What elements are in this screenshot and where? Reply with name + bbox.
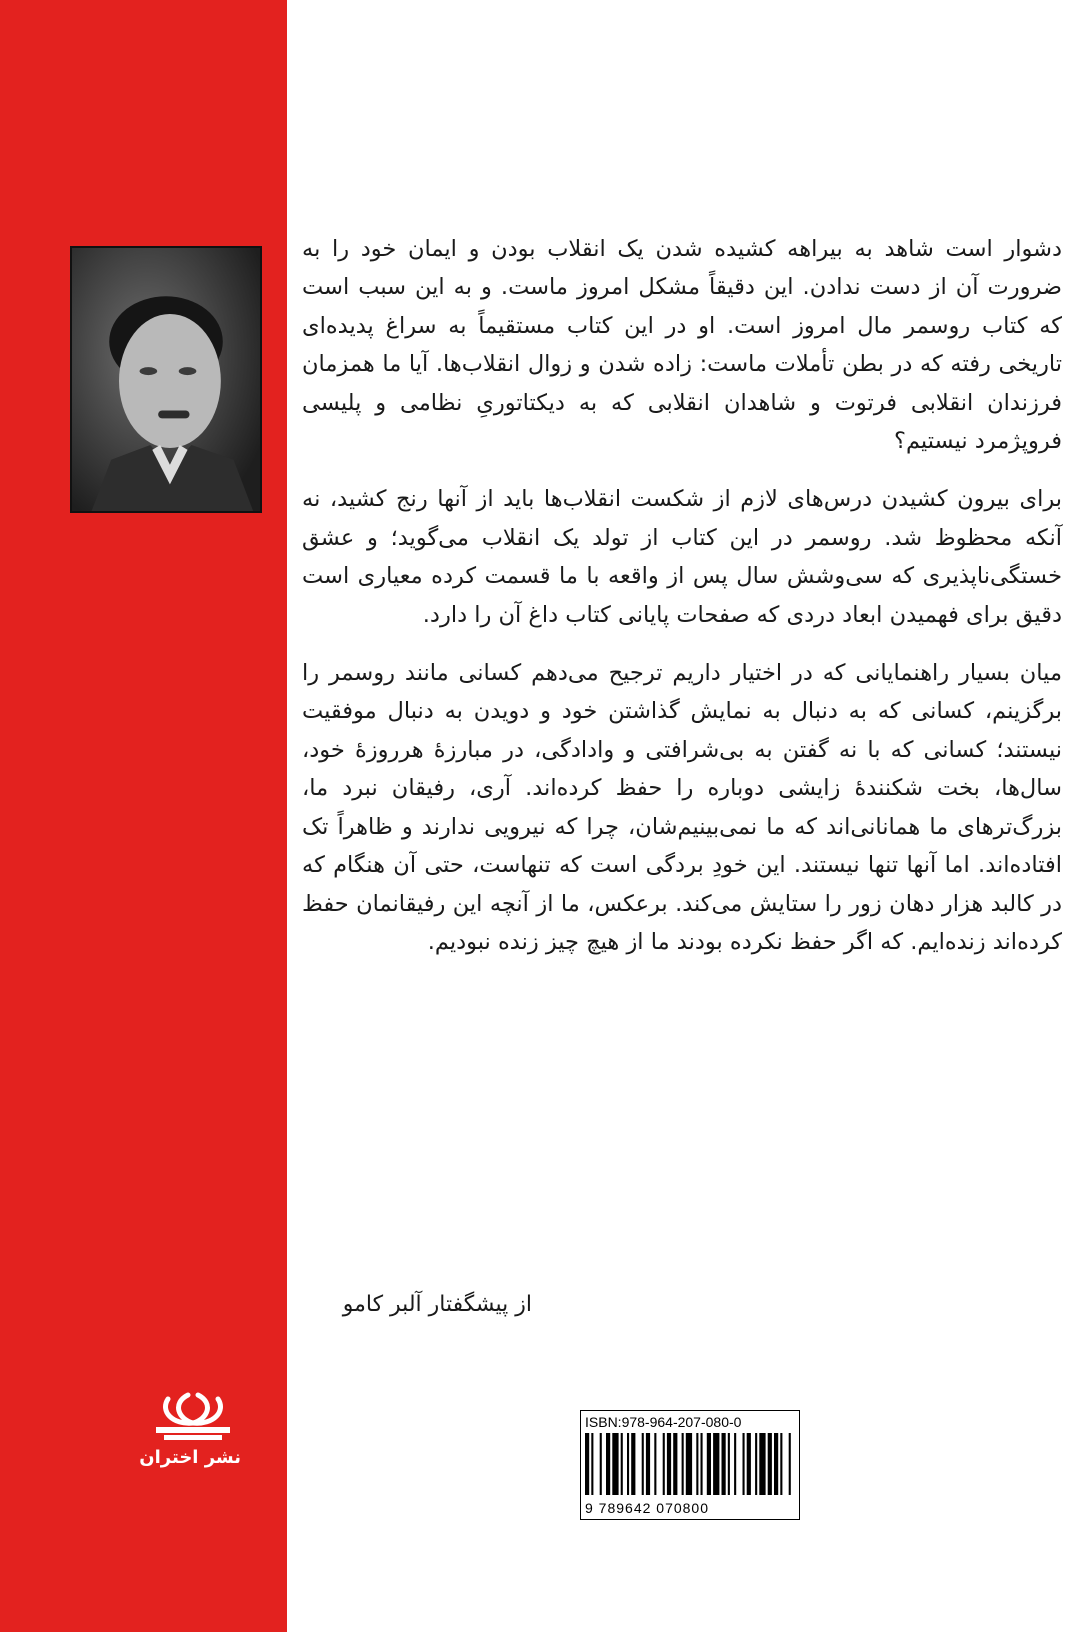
blurb-attribution: از پیشگفتار آلبر کامو <box>342 1292 532 1317</box>
barcode-bar <box>654 1433 656 1495</box>
barcode-bar <box>728 1433 730 1495</box>
barcode-bar <box>780 1433 782 1495</box>
barcode-bar <box>621 1433 623 1495</box>
barcode-bar <box>606 1433 610 1495</box>
barcode-bar <box>682 1433 684 1495</box>
barcode-bar <box>600 1433 602 1495</box>
barcode-bar <box>686 1433 692 1495</box>
barcode-bar <box>743 1433 745 1495</box>
barcode-digits: 9 789642 070800 <box>585 1500 709 1516</box>
blurb-paragraph-2: برای بیرون کشیدن درس‌های لازم از شکست انقلاب‌ها باید از آنها رنج کشید، نه آنکه محظوظ شد. روسمر در این کتاب از تولد یک انقلاب می‌گوید؛ و عشق خستگی‌ناپذیری که سی‌وشش سال پس از واقعه با ما قسمت کرده معیاری است دقیق برای فهمیدن ابعاد دردی که صفحات پایانی کتاب داغ آن را دارد. <box>302 486 1062 628</box>
barcode-bar <box>768 1433 772 1495</box>
barcode-bar <box>774 1433 778 1495</box>
publisher-name: نشر اختران <box>139 1447 241 1468</box>
barcode-bar <box>722 1433 726 1495</box>
blurb-paragraph-3: میان بسیار راهنمایانی که در اختیار داریم ترجیح می‌دهم کسانی مانند روسمر را برگزینم، کسانی که به دنبال به نمایش گذاشتن خود و دویدن به دنبال موفقیت نیستند؛ کسانی که با نه گفتن به بی‌شرافتی و وادادگی، در مبارزهٔ هرروزهٔ خود، سال‌ها، بخت شکنندهٔ زایشی دوباره را حفظ کرده‌اند. آری، رفیقان نبرد ما، بزرگ‌ترهای ما همانانی‌اند که ما نمی‌بینیم‌شان، چرا که نیرویی ندارند و ظاهراً تک افتاده‌اند. اما آنها تنها نیستند. این خودِ بردگی است که تنهاست، حتی آن هنگام که در کالبد هزار دهان زور را ستایش می‌کند. برعکس، ما از آنچه این رفیقانمان حفظ کرده‌اند زنده‌ایم. که اگر حفظ نکرده بودند ما از هیچ چیز زنده نبودیم. <box>302 660 1062 955</box>
barcode-bar <box>667 1433 671 1495</box>
barcode-bar <box>734 1433 736 1495</box>
barcode-bar <box>673 1433 677 1495</box>
barcode-bar <box>747 1433 751 1495</box>
publisher-logo-icon <box>150 1385 236 1441</box>
barcode-bar <box>663 1433 665 1495</box>
author-portrait-photo <box>70 246 262 513</box>
barcode-bar <box>585 1433 589 1495</box>
barcode-bar <box>646 1433 650 1495</box>
barcode-bar <box>789 1433 791 1495</box>
isbn-label: ISBN:978-964-207-080-0 <box>585 1414 742 1430</box>
blurb-text <box>302 230 1062 981</box>
barcode-bar <box>591 1433 593 1495</box>
isbn-barcode <box>580 1410 800 1520</box>
barcode-bars <box>585 1433 795 1495</box>
barcode-bar <box>627 1433 629 1495</box>
barcode-bar <box>701 1433 703 1495</box>
barcode-bar <box>631 1433 635 1495</box>
portrait-image <box>72 248 260 511</box>
barcode-bar <box>759 1433 765 1495</box>
blurb-paragraph-1: دشوار است شاهد به بیراهه کشیده شدن یک انقلاب بودن و ایمان خود را به ضرورت آن از دست ندادن. این دقیقاً مشکل امروز ماست. و به این سبب است که کتاب روسمر مال امروز است. او در این کتاب مستقیماً به سراغ پدیده‌ای تاریخی رفته که در بطن تأملات ماست: زاده شدن و زوال انقلاب‌ها. آیا ما همزمان فرزندان انقلابی فرتوت و شاهدان انقلابی که به دیکتاتوریِ نظامی و پلیسی فروپژمرد نیستیم؟ <box>302 236 1062 455</box>
publisher-logo <box>139 1385 241 1468</box>
barcode-bar <box>642 1433 644 1495</box>
barcode-bar <box>713 1433 719 1495</box>
barcode-bar <box>707 1433 711 1495</box>
barcode-bar <box>696 1433 698 1495</box>
barcode-bar <box>612 1433 618 1495</box>
red-spine-band <box>0 0 287 1632</box>
barcode-bar <box>755 1433 757 1495</box>
